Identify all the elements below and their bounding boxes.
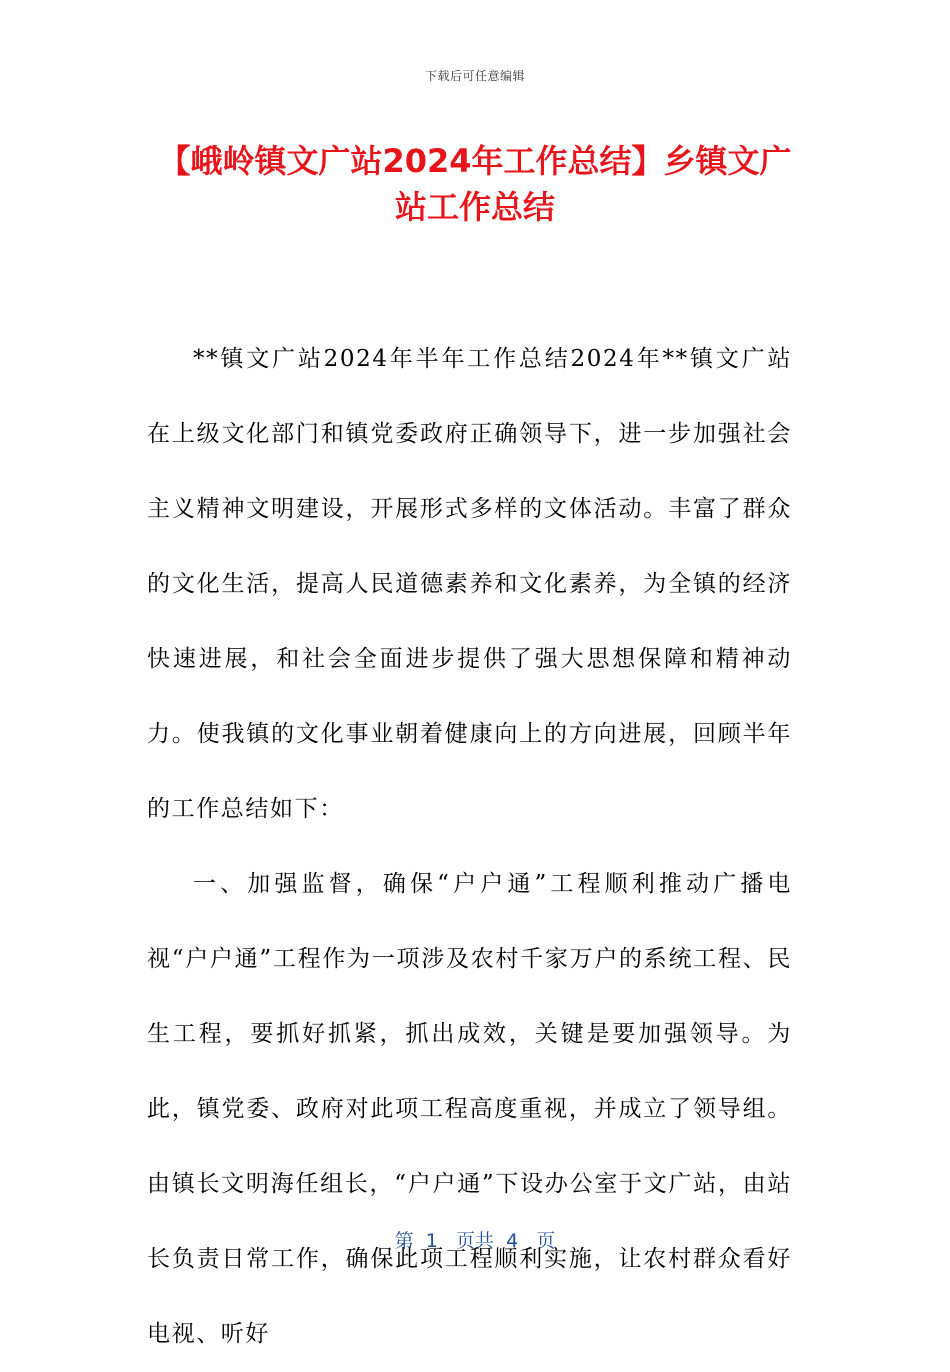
document-title: 【峨岭镇文广站2024年工作总结】乡镇文广站工作总结 xyxy=(158,142,792,226)
header-note: 下载后可任意编辑 xyxy=(424,69,525,83)
body-paragraph: **镇文广站2024年半年工作总结2024年**镇文广站在上级文化部门和镇党委政府正确领导下，进一步加强社会主义精神文明建设，开展形式多样的文体活动。丰富了群众的文化生活，提高人民道德素养和文化素养，为全镇的经济快速进展，和社会全面进步提供了强大思想保障和精神动力。使我镇的文化事业朝着健康向上的方向进展，回顾半年的工作总结如下： xyxy=(147,346,792,822)
document-body xyxy=(147,322,792,1372)
body-paragraph: 一、加强监督，确保“户户通”工程顺利推动广播电视“户户通”工程作为一项涉及农村千家万户的系统工程、民生工程，要抓好抓紧，抓出成效，关键是要加强领导。为此，镇党委、政府对此项工程高度重视，并成立了领导组。由镇长文明海任组长，“户户通”下设办公室于文广站，由站长负责日常工作，确保此项工程顺利实施，让农村群众看好电视、听好 xyxy=(147,871,792,1347)
page-number: 第 1 页共 4 页 xyxy=(394,1230,556,1252)
